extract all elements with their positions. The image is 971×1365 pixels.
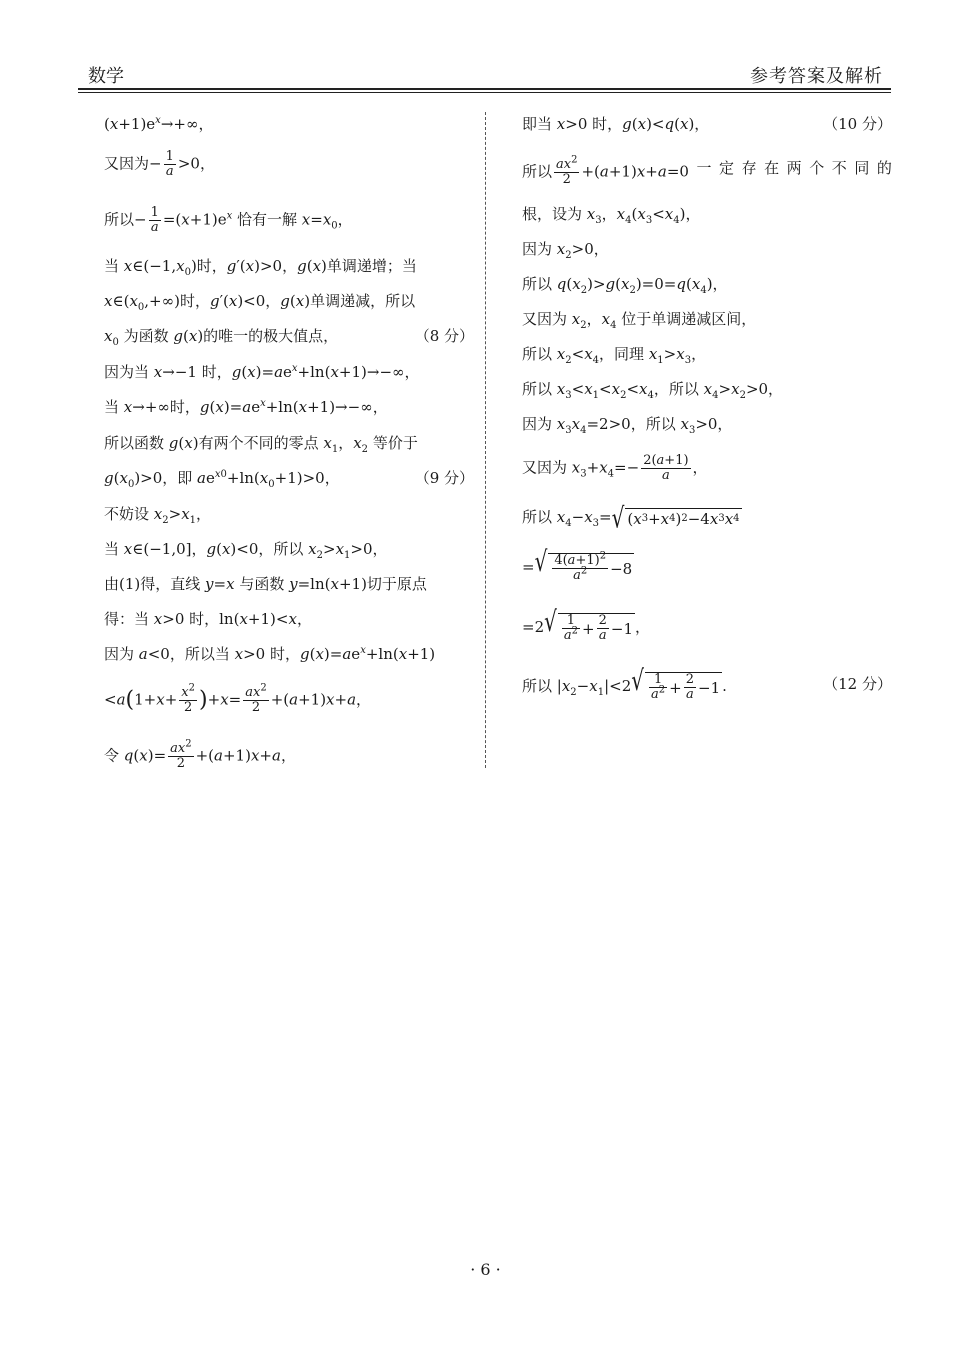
text-line: 所以 $|x_2-x_1|<2$ √ $\frac{1}{a^2}$ + $\frac{2}{a}$ −1 .	[522, 663, 727, 702]
text-line: 得：当 x>0 时，ln(x+1)<x，	[104, 610, 312, 628]
text-line: 当 $x\in(-1,x_0)$时，g′(x)>0，g(x)单调递增；当	[104, 257, 417, 278]
text-line: $x\in(x_0,+\infty)$时，g′(x)<0，g(x)单调递减，所以	[104, 292, 416, 313]
text-line: = √ $\frac{4(a+1)^2}{a^2}$ −8	[522, 544, 633, 583]
text-line: <a(1+x+ $\frac{x^2}{2}$ )+x= $\frac{ax^2}{2}$ +(a+1)x+a，	[104, 682, 372, 715]
score-mark: （9 分）	[414, 469, 474, 487]
subject-label: 数学	[88, 66, 124, 87]
text-line: 因为 $x_2>0$，	[522, 240, 609, 261]
text-line: $(x+1)e^x\to+\infty$，	[104, 115, 214, 133]
page-header	[78, 58, 891, 90]
text-line: 又因为 $x_2$，$x_4$ 位于单调递减区间，	[522, 310, 757, 331]
text-line: $x_0$ 为函数 g(x)的唯一的极大值点，	[104, 327, 339, 348]
page-number: · 6 ·	[470, 1260, 501, 1279]
text-line: 所以 $x_3<x_1<x_2<x_4$，所以 $x_4>x_2>0$，	[522, 380, 784, 401]
text-line: 不妨设 $x_2>x_1$，	[104, 505, 212, 526]
text-line: $g(x_0)>0$，即 $ae^{x0}+\ln(x_0+1)>0$，	[104, 469, 340, 490]
text-line: 因为 a<0，所以当 x>0 时，$g(x)=ae^x+\ln(x+1)$	[104, 645, 436, 663]
text-line: 由(1)得，直线 y=x 与函数 y=ln(x+1)切于原点	[104, 575, 427, 593]
text-line: =2 √ $\frac{1}{a^2}$ + $\frac{2}{a}$ −1 ，	[522, 604, 651, 643]
text-line: 又因为− $\frac{1}{a}$ >0，	[104, 149, 215, 179]
text-line: 因为 $x_3x_4=2>0$，所以 $x_3>0$，	[522, 415, 733, 436]
text-line: 根，设为 $x_3$，$x_4(x_3<x_4)$，	[522, 205, 701, 226]
text-line: 所以函数 g(x)有两个不同的零点 $x_1$，$x_2$ 等价于	[104, 434, 418, 455]
score-mark: （8 分）	[414, 327, 474, 345]
text-line: 即当 x>0 时，g(x)<q(x)，	[522, 115, 710, 133]
score-mark: （10 分）	[823, 115, 892, 133]
text-line: 所以 $x_2<x_4$，同理 $x_1>x_3$，	[522, 345, 707, 366]
text-line: 所以 $x_4-x_3=$ √ ( x 3 + x 4 ) 2 −4 x 3 x 4	[522, 500, 740, 535]
text-line: 当 x∈(−1,0]，g(x)<0，所以 $x_2>x_1>0$，	[104, 540, 388, 561]
text-line: 所以 $q(x_2)>g(x_2)=0=q(x_4)$，	[522, 275, 728, 296]
text-line: 因为当 x→−1 时，$g(x)=ae^x+\ln(x+1)\to-\infty$，	[104, 363, 420, 381]
text-line: 所以 $\frac{ax^2}{2}$ +(a+1)x+a=0 一 定 存 在 两 个 不 同 的	[522, 154, 892, 187]
section-title: 参考答案及解析	[750, 66, 883, 87]
column-divider	[485, 112, 486, 768]
text-line: 所以− $\frac{1}{a}$ $=(x+1)e^x$ 恰有一解 $x=x_0$，	[104, 205, 353, 235]
text-line: 又因为 $x_3+x_4=-$ $\frac{2(a+1)}{a}$ ，	[522, 453, 708, 483]
text-line: 当 x→+∞时，$g(x)=ae^x+\ln(x+1)\to-\infty$，	[104, 398, 388, 416]
score-mark: （12 分）	[823, 675, 892, 693]
text-line: 令 q(x)= $\frac{ax^2}{2}$ +(a+1)x+a，	[104, 738, 296, 771]
